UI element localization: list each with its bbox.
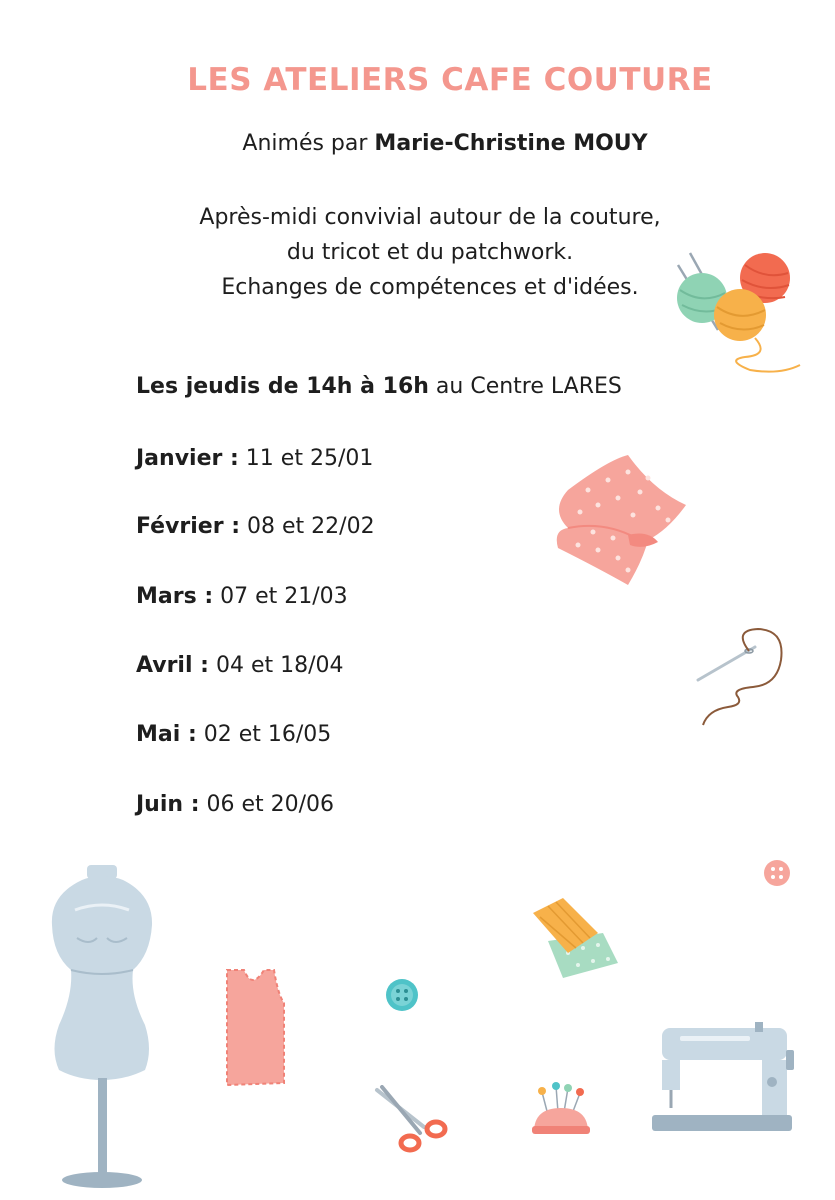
month-label: Mars : — [136, 584, 214, 609]
description-line-1: Après-midi convivial autour de la couture, — [199, 205, 661, 230]
animator-name: Marie-Christine MOUY — [374, 131, 648, 156]
button-icon — [762, 858, 792, 888]
schedule-line — [136, 374, 622, 399]
month-dates: 02 et 16/05 — [196, 722, 332, 747]
month-row-janvier — [136, 446, 373, 471]
month-label: Juin : — [136, 792, 200, 817]
pincushion-icon — [528, 1080, 594, 1136]
description-line-3: Echanges de compétences et d'idées. — [221, 275, 639, 300]
month-row-avril — [136, 653, 344, 678]
month-row-mai — [136, 722, 331, 747]
sewing-machine-icon — [650, 1020, 795, 1135]
fabric-swatches-icon — [528, 893, 623, 988]
animator-prefix: Animés par — [242, 131, 375, 156]
animator-line — [0, 131, 835, 156]
scissors-icon — [372, 1085, 452, 1160]
month-row-mars — [136, 584, 348, 609]
month-label: Mai : — [136, 722, 197, 747]
schedule-where: au Centre LARES — [428, 374, 622, 399]
month-dates: 06 et 20/06 — [199, 792, 335, 817]
mannequin-icon — [45, 860, 160, 1195]
month-row-fevrier — [136, 514, 375, 539]
month-label: Janvier : — [136, 446, 239, 471]
pattern-piece-icon — [222, 965, 288, 1090]
month-dates: 08 et 22/02 — [240, 514, 375, 539]
month-dates: 11 et 25/01 — [238, 446, 374, 471]
yarn-balls-icon — [670, 245, 810, 385]
month-dates: 04 et 18/04 — [208, 653, 344, 678]
month-label: Avril : — [136, 653, 209, 678]
month-row-juin — [136, 792, 334, 817]
fabric-icon — [548, 450, 693, 590]
description-line-2: du tricot et du patchwork. — [286, 240, 574, 265]
button-icon — [384, 977, 420, 1013]
month-label: Février : — [136, 514, 241, 539]
needle-thread-icon — [693, 625, 793, 730]
page-title: LES ATELIERS CAFE COUTURE — [187, 62, 713, 98]
month-dates: 07 et 21/03 — [213, 584, 348, 609]
schedule-when: Les jeudis de 14h à 16h — [136, 374, 429, 399]
